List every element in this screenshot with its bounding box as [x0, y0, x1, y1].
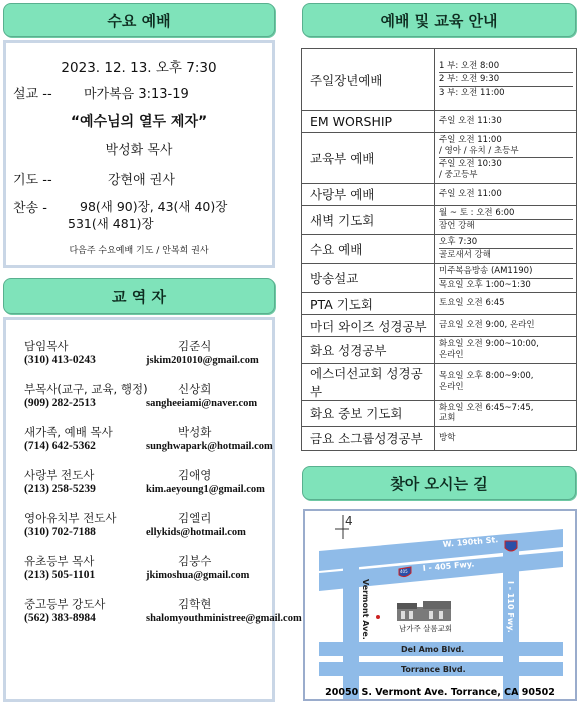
schedule-table [301, 48, 577, 451]
schedule-row [302, 205, 577, 234]
schedule-event-name: 마더 와이즈 성경공부 [302, 315, 435, 337]
staff-name: 김학현 [178, 597, 212, 611]
schedule-event-times [435, 205, 577, 234]
schedule-event-times [435, 49, 577, 111]
staff-role: 사랑부 전도사 [24, 468, 95, 482]
schedule-event-name: 화요 중보 기도회 [302, 400, 435, 426]
schedule-event-times [435, 293, 577, 315]
schedule-time: 토요일 오전 6:45 [439, 298, 505, 309]
prayer-label: 기도 -- [13, 173, 52, 188]
staff-phone: (714) 642-5362 [24, 440, 96, 452]
schedule-event-name: 금요 소그룹성경공부 [302, 426, 435, 450]
label-110: I - 110 Fwy. [506, 581, 515, 633]
schedule-event-name: 화요 성경공부 [302, 337, 435, 363]
schedule-event-times [435, 234, 577, 263]
shield-405: 405 [400, 569, 408, 574]
prayer-person: 강현애 권사 [108, 173, 175, 188]
schedule-event-name: 수요 예배 [302, 234, 435, 263]
schedule-row [302, 293, 577, 315]
schedule-time: 1 부: 오전 8:00 [439, 60, 573, 74]
church-label: 남가주 살롬교회 [399, 624, 453, 633]
staff-panel [3, 317, 302, 702]
sermon-title: “예수님의 열두 제자” [70, 114, 208, 130]
staff-email: ellykids@hotmail.com [146, 527, 246, 538]
schedule-time: 목요일 오후 8:00~9:00, 온라인 [439, 370, 534, 392]
staff-phone: (213) 505-1101 [24, 569, 96, 581]
staff-role: 중고등부 강도사 [24, 597, 106, 611]
church-address: 20050 S. Vermont Ave. Torrance, CA 90502 [325, 687, 555, 698]
sermon-label: 설교 -- [13, 87, 52, 102]
schedule-row [302, 111, 577, 133]
next-week-prayer: 다음주 수요예배 기도 / 안복희 권사 [69, 246, 209, 256]
north-mark: 4 [345, 514, 353, 528]
schedule-row [302, 426, 577, 450]
hymn-line-2: 531(새 481)장 [68, 216, 154, 231]
schedule-event-name: EM WORSHIP [302, 111, 435, 133]
hymn-line-1: 98(새 90)장, 43(새 40)장 [80, 199, 228, 214]
schedule-event-times [435, 426, 577, 450]
staff-role: 부목사(교구, 교육, 행정) [24, 382, 148, 396]
staff-phone: (310) 702-7188 [24, 526, 96, 538]
staff-role: 영아유치부 전도사 [24, 511, 117, 525]
schedule-time: 주일 오전 11:00 [439, 188, 502, 199]
church-marker-icon [376, 615, 380, 619]
schedule-time: 화요일 오전 9:00~10:00, 온라인 [439, 339, 539, 360]
road-vermont [343, 551, 359, 699]
schedule-time: 오후 7:30 [439, 236, 573, 250]
staff-header: 교 역 자 [3, 278, 275, 314]
schedule-row [302, 337, 577, 363]
schedule-row [302, 49, 577, 111]
schedule-row [302, 363, 577, 400]
schedule-time: 주일 오전 11:00 / 영아 / 유치 / 초등부 [439, 134, 573, 158]
label-torrance: Torrance Blvd. [401, 665, 466, 674]
schedule-event-times [435, 133, 577, 184]
schedule-event-times [435, 337, 577, 363]
schedule-time: 방학 [439, 432, 456, 443]
schedule-event-times [435, 264, 577, 293]
schedule-event-times [435, 183, 577, 205]
schedule-row [302, 315, 577, 337]
schedule-time: 목요일 오후 1:00~1:30 [439, 279, 531, 290]
schedule-time: 주일 오전 11:30 [439, 116, 502, 127]
staff-phone: (213) 258-5239 [24, 483, 96, 495]
schedule-time: 골로새서 강해 [439, 250, 491, 261]
worship-header: 수요 예배 [3, 3, 275, 37]
schedule-row [302, 133, 577, 184]
staff-phone: (310) 413-0243 [24, 354, 96, 366]
schedule-time: 2 부: 오전 9:30 [439, 73, 573, 87]
staff-email: shalomyouthministree@gmail.com [146, 613, 302, 624]
staff-role: 새가족, 예배 목사 [24, 425, 113, 439]
schedule-time: 주일 오전 10:30 / 중고등부 [439, 159, 502, 180]
schedule-event-name: PTA 기도회 [302, 293, 435, 315]
schedule-time: 화요일 오전 6:45~7:45, 교회 [439, 402, 534, 424]
schedule-event-name: 방송설교 [302, 264, 435, 293]
schedule-row [302, 234, 577, 263]
staff-name: 김엘리 [178, 511, 212, 525]
schedule-row [302, 183, 577, 205]
schedule-event-times [435, 111, 577, 133]
staff-email: sangheeiami@naver.com [146, 398, 258, 409]
schedule-row [302, 264, 577, 293]
worship-date: 2023. 12. 13. 오후 7:30 [61, 60, 217, 76]
staff-role: 유초등부 목사 [24, 554, 95, 568]
staff-phone: (909) 282-2513 [24, 397, 96, 409]
staff-name: 김애영 [178, 468, 212, 482]
schedule-event-name: 에스더선교회 성경공부 [302, 363, 435, 400]
church-building-icon [397, 601, 451, 621]
staff-email: jskim201010@gmail.com [146, 355, 259, 366]
schedule-event-times [435, 363, 577, 400]
schedule-time: 미주복음방송 (AM1190) [439, 265, 573, 279]
staff-name: 김붕수 [178, 554, 212, 568]
schedule-event-times [435, 315, 577, 337]
staff-email: kim.aeyoung1@gmail.com [146, 484, 265, 495]
directions-header: 찾아 오시는 길 [302, 466, 576, 500]
sermon-reference: 마가복음 3:13-19 [84, 87, 189, 102]
schedule-header: 예배 및 교육 안내 [302, 3, 576, 37]
label-405: I - 405 Fwy. [422, 559, 475, 573]
hymn-label: 찬송 - [13, 201, 47, 216]
worship-panel [3, 40, 275, 268]
staff-name: 신상희 [178, 382, 212, 396]
label-190th: W. 190th St. [442, 535, 499, 549]
schedule-time: 잠언 강해 [439, 221, 475, 232]
schedule-time: 금요일 오전 9:00, 온라인 [439, 320, 535, 331]
staff-email: jkimoshua@gmail.com [146, 570, 250, 581]
staff-role: 담임목사 [24, 339, 69, 353]
directions-map [303, 509, 577, 701]
schedule-event-name: 새벽 기도회 [302, 205, 435, 234]
schedule-time: 월 ~ 토 : 오전 6:00 [439, 207, 573, 221]
schedule-time: 3 부: 오전 11:00 [439, 87, 505, 98]
schedule-event-times [435, 400, 577, 426]
preacher: 박성화 목사 [105, 143, 173, 158]
schedule-event-name: 사랑부 예배 [302, 183, 435, 205]
staff-phone: (562) 383-8984 [24, 612, 96, 624]
interstate-110-shield-icon [505, 541, 517, 551]
schedule-row [302, 400, 577, 426]
staff-email: sunghwapark@hotmail.com [146, 441, 273, 452]
label-del-amo: Del Amo Blvd. [401, 645, 465, 654]
schedule-event-name: 주일장년예배 [302, 49, 435, 111]
schedule-event-name: 교육부 예배 [302, 133, 435, 184]
staff-name: 박성화 [178, 425, 212, 439]
staff-name: 김준식 [178, 339, 212, 353]
map-svg [305, 511, 575, 699]
label-vermont: Vermont Ave. [361, 579, 370, 640]
